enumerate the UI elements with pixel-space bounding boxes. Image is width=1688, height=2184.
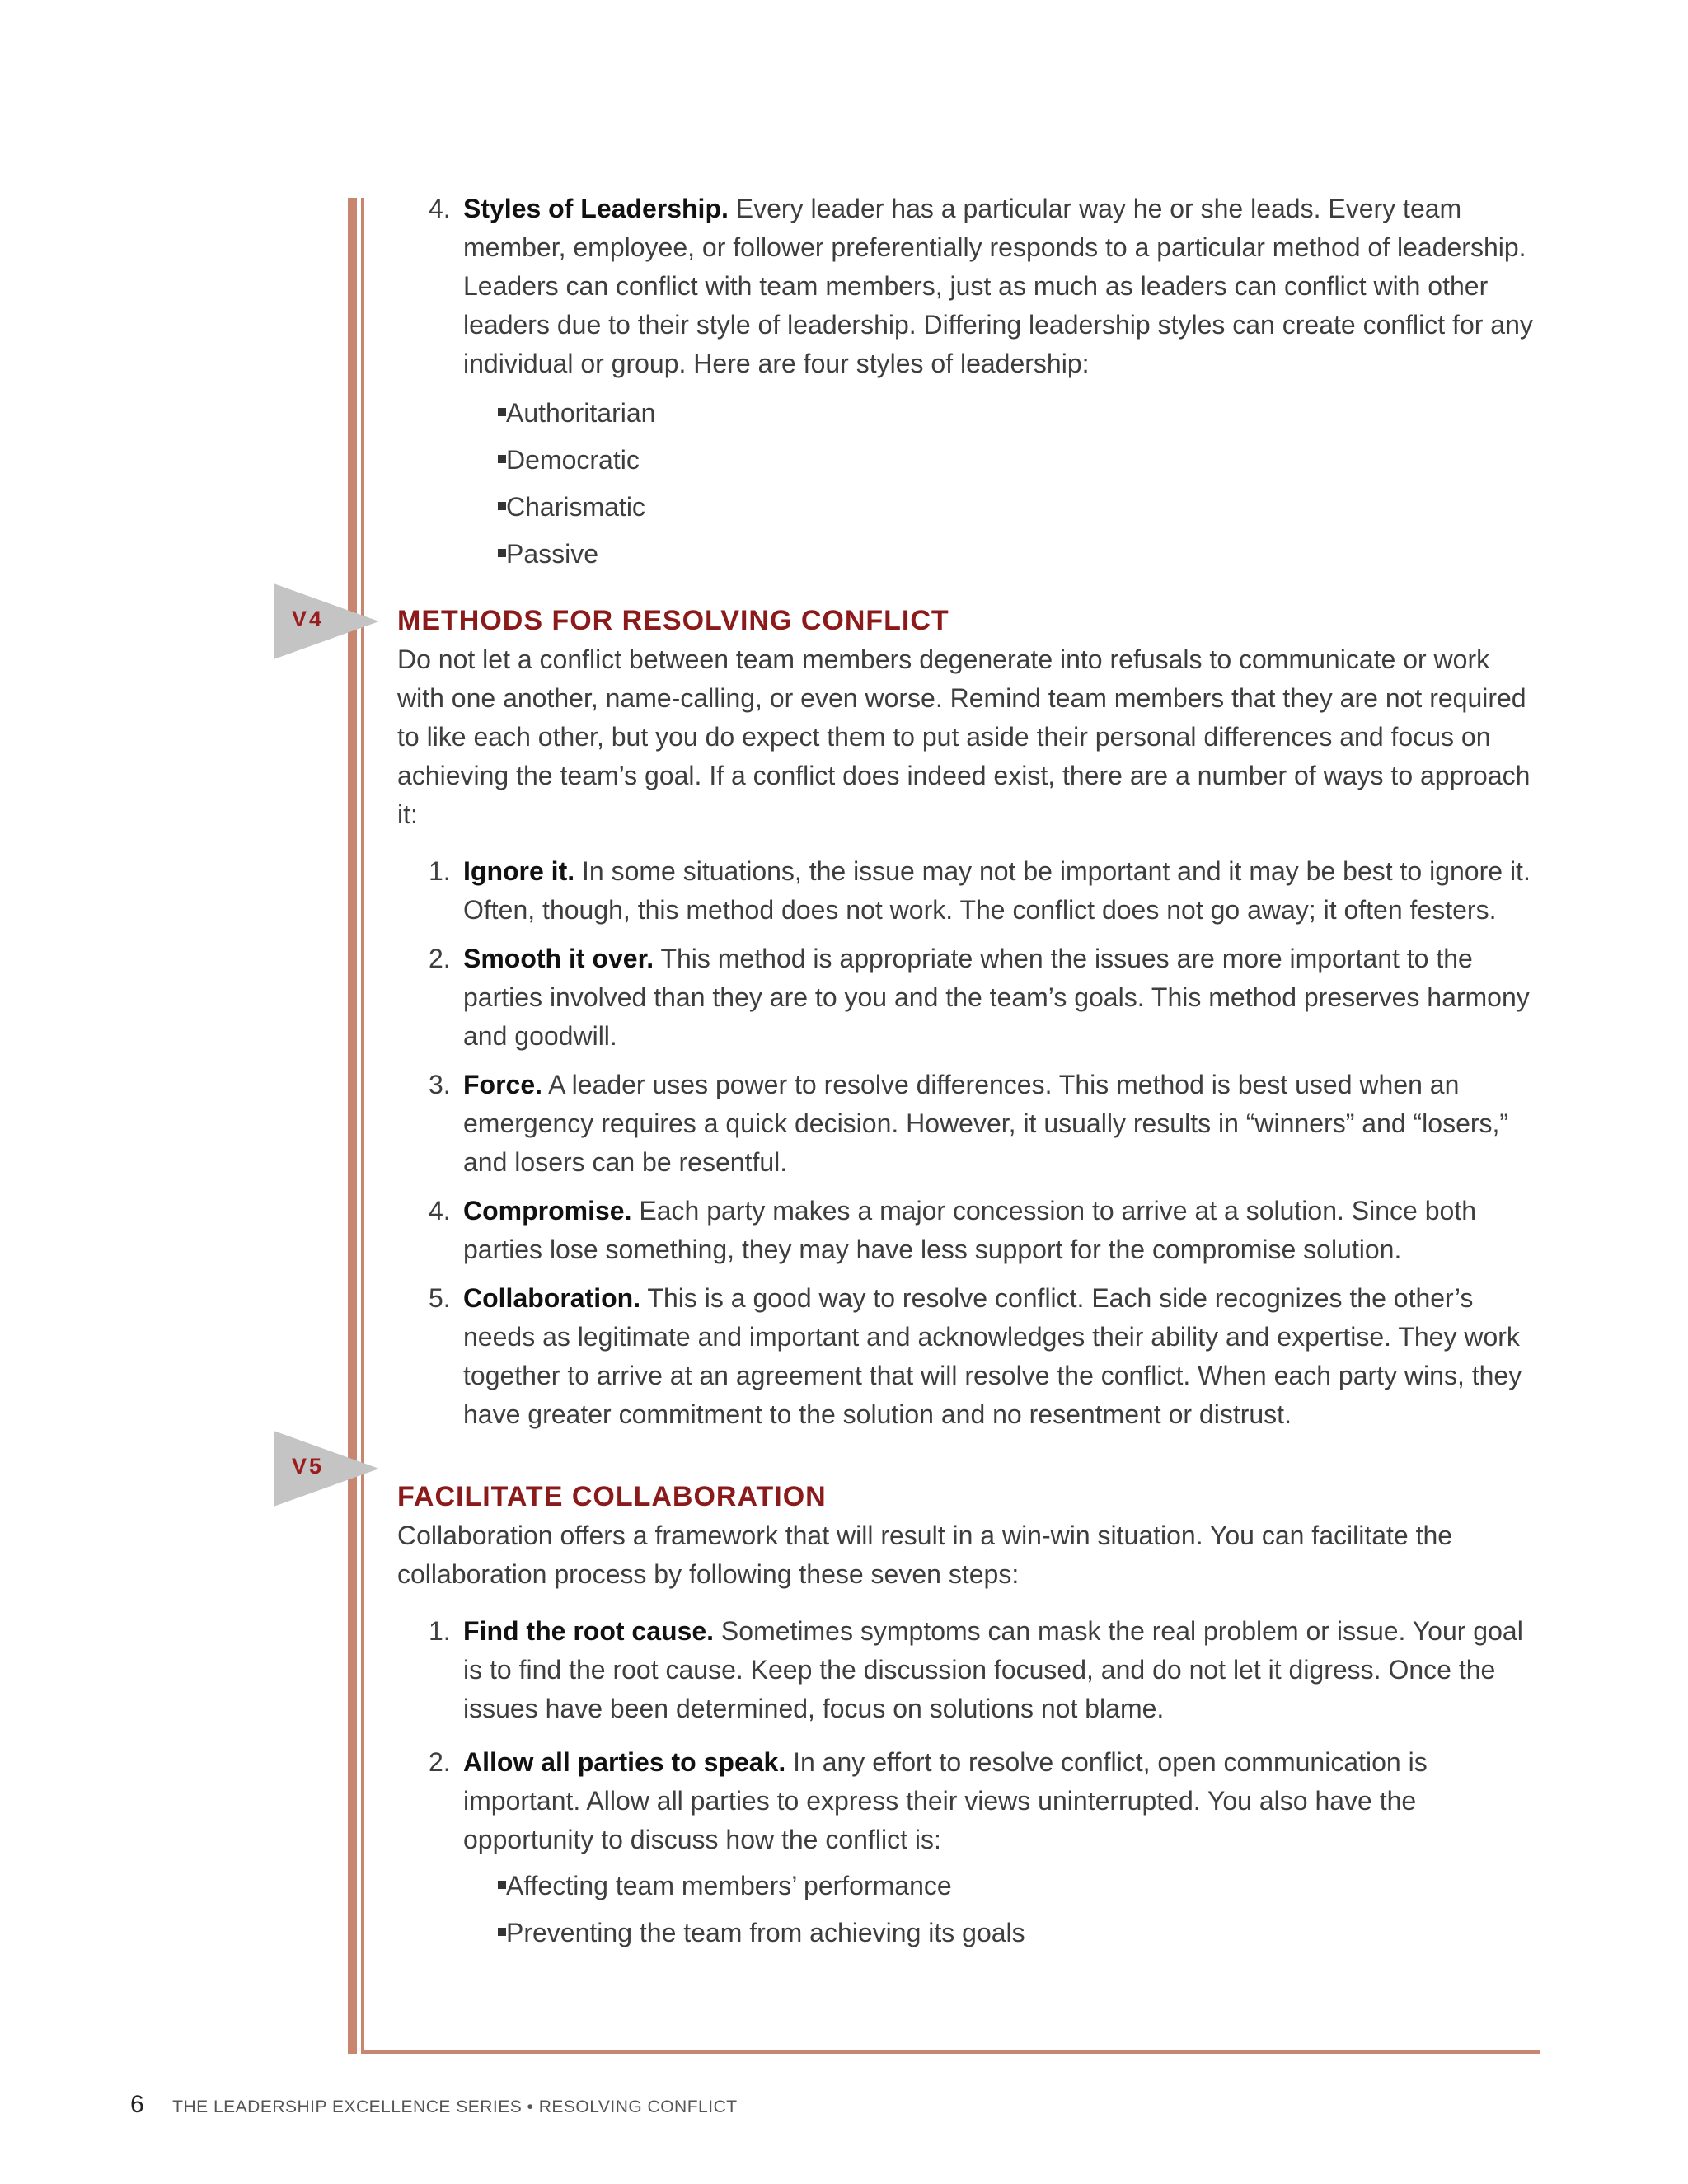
section-marker-v4 [274, 583, 381, 659]
bullet-item: Charismatic [397, 484, 1543, 531]
list-item: 2. Allow all parties to speak. In any effort to resolve conflict, open communication is important. Allow all parties to express their views uninterrupted. You also have the opportunity to discuss how the conflict is: [429, 1747, 1428, 1854]
bullet-item: Passive [397, 531, 1543, 578]
list-item [397, 190, 1543, 383]
item-number: 4. [429, 194, 451, 223]
square-bullet-icon [498, 1928, 506, 1936]
bullet-item: Democratic [397, 437, 1543, 484]
page-number: 6 [130, 2091, 144, 2118]
margin-rule-thin [361, 198, 364, 2054]
list-item: 5. Collaboration. This is a good way to resolve conflict. Each side recognizes the other’s needs as legitimate and important and acknowledges their ability and expertise. They work together to arrive at an agreement that will resolve the conflict. When each party wins, they have greater commitment to the solution and no resentment or distrust. [429, 1283, 1522, 1429]
item-text: Every leader has a particular way he or she leads. Every team member, employee, or follower preferentially responds to a particular method of leadership. Leaders can conflict with team members, just as much as leaders can conflict with other leaders due to their style of leadership. Differing leadership styles can create conflict for any individual or group. Here are four styles of leadership: [463, 194, 1533, 378]
running-footer-text: THE LEADERSHIP EXCELLENCE SERIES • RESOLVING CONFLICT [172, 2097, 738, 2116]
facilitate-steps-list [397, 1612, 1543, 1859]
marker-label: V4 [292, 607, 325, 631]
bullet-item: Affecting team members’ performance [397, 1863, 1543, 1910]
item-title: Styles of Leadership. [463, 194, 729, 223]
section-heading-facilitate: FACILITATE COLLABORATION [397, 1481, 827, 1512]
square-bullet-icon [498, 549, 506, 557]
marker-label: V5 [292, 1454, 325, 1479]
square-bullet-icon [498, 1881, 506, 1889]
bottom-rule [361, 2050, 1540, 2054]
list-item: 1. Find the root cause. Sometimes symptoms can mask the real problem or issue. Your goal is to find the root cause. Keep the discussion focused, and do not let it digress. Once the issues have been determined, focus on solutions not blame. [429, 1616, 1523, 1723]
list-item: 2. Smooth it over. This method is appropriate when the issues are more important to the parties involved than they are to you and the team’s goals. This method preserves harmony and goodwill. [429, 944, 1530, 1051]
section-marker-v5 [274, 1431, 381, 1507]
bullet-item: Preventing the team from achieving its goals [397, 1910, 1543, 1957]
square-bullet-icon [498, 408, 506, 416]
list-item: 1. Ignore it. In some situations, the issue may not be important and it may be best to ignore it. Often, though, this method does not work. The conflict does not go away; it often festers. [429, 856, 1531, 925]
facilitate-intro: Collaboration offers a framework that will result in a win-win situation. You can facilitate the collaboration process by following these seven steps: [397, 1521, 1453, 1589]
section-heading-methods: METHODS FOR RESOLVING CONFLICT [397, 605, 950, 636]
list-item: 3. Force. A leader uses power to resolve differences. This method is best used when an emergency requires a quick decision. However, it usually results in “winners” and “losers,” and losers can be resentful. [429, 1070, 1509, 1177]
bullet-item: Authoritarian [397, 390, 1543, 437]
square-bullet-icon [498, 455, 506, 463]
leadership-styles-list [397, 390, 1543, 578]
margin-rule-thick [348, 198, 357, 2054]
page-footer [130, 2091, 738, 2119]
square-bullet-icon [498, 502, 506, 510]
methods-intro: Do not let a conflict between team members degenerate into refusals to communicate or work with one another, name-calling, or even worse. Remind team members that they are not required to like each other, but you do expect them to put aside their personal differences and focus on achieving the team’s goal. If a conflict does indeed exist, there are a number of ways to approach it: [397, 644, 1531, 829]
conflict-effects-list [397, 1863, 1543, 1957]
list-item: 4. Compromise. Each party makes a major concession to arrive at a solution. Since both parties lose something, they may have less support for the compromise solution. [429, 1196, 1476, 1264]
main-content [397, 190, 1543, 1957]
methods-list [397, 852, 1543, 1434]
